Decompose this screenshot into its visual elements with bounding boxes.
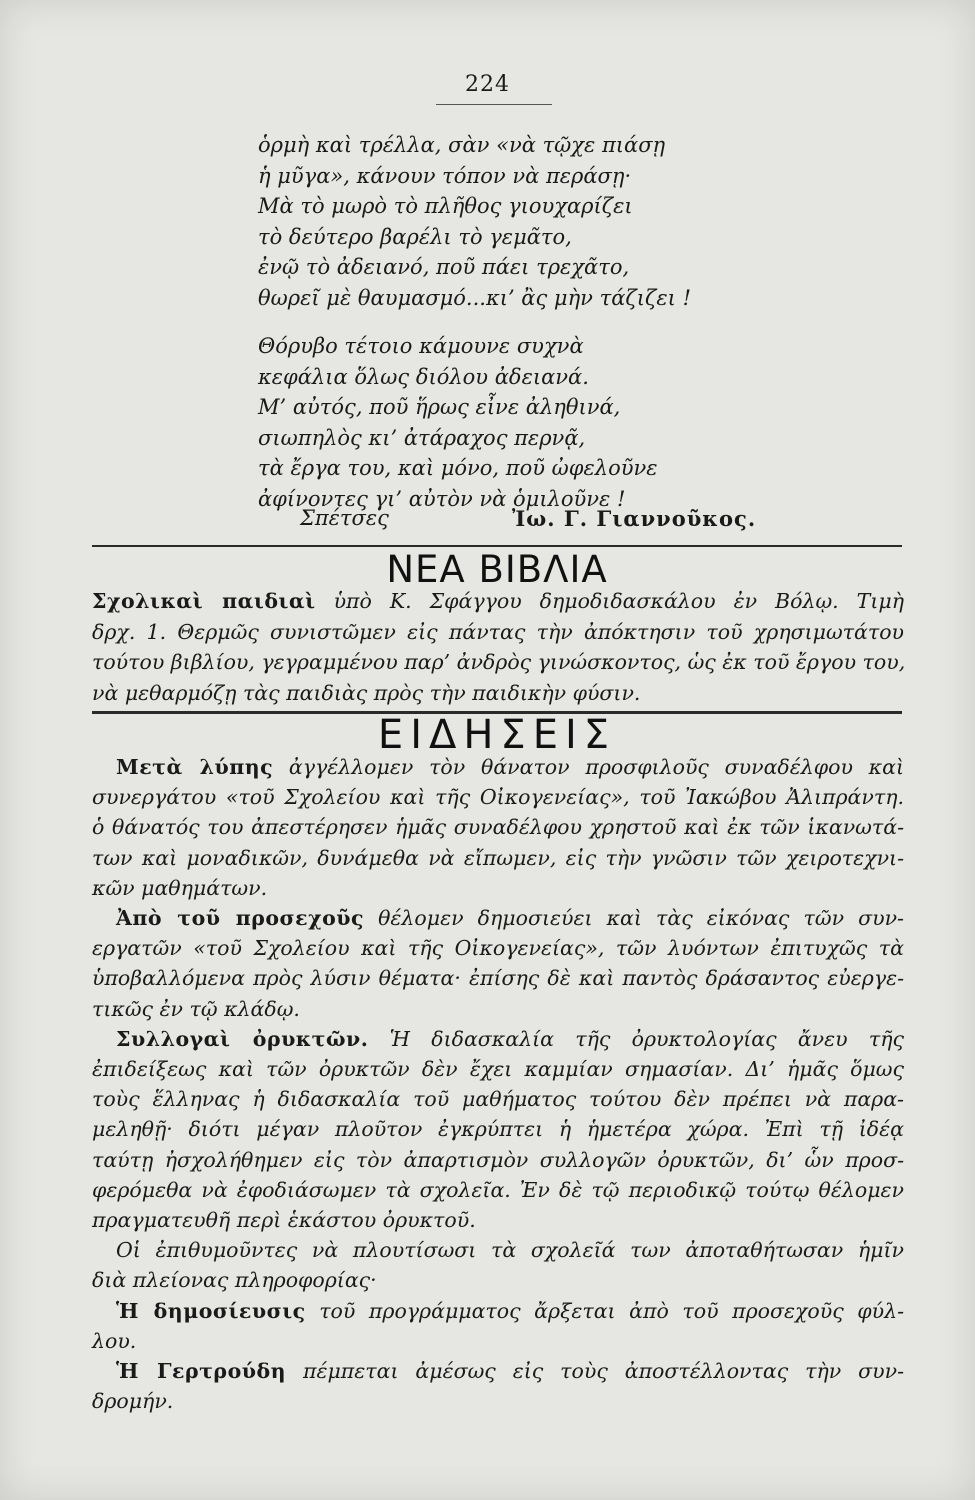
news-line: ἐπιδείξεως καὶ τῶν ὀρυκτῶν δὲν ἔχει καμμίαν σημασίαν. Δι’ ἡμᾶς ὅμως bbox=[92, 1057, 904, 1082]
news-line: των καὶ μοναδικῶν, δυνάμεθα νὰ εἴπωμεν, εἰς τὴν γνῶσιν τῶν χειροτεχνι- bbox=[92, 845, 904, 870]
news-line: μεληθῇ· διότι μέγαν πλοῦτον ἐγκρύπτει ἡ ἡμετέρα χώρα. Ἐπὶ τῇ ἰδέᾳ bbox=[92, 1117, 904, 1142]
news-heading: ΕΙΔΗΣΕΙΣ bbox=[377, 712, 617, 758]
news-lead: Ἡ δημοσίευσις bbox=[116, 1298, 306, 1323]
new-books-heading: ΝΕΑ ΒΙΒΛΙΑ bbox=[386, 548, 608, 591]
poem-line: ἡ μῦγα», κάνουν τόπον νὰ περάσῃ· bbox=[258, 163, 632, 188]
poem-line: Μ’ αὐτός, ποῦ ἥρως εἶνε ἀληθινά, bbox=[258, 395, 621, 420]
book-notice-line: τούτου βιβλίου, γεγραμμένου παρ’ ἀνδρὸς γινώσκοντος, ὡς ἐκ τοῦ ἔργου του, bbox=[92, 650, 906, 674]
news-line: Οἱ ἐπιθυμοῦντες νὰ πλουτίσωσι τὰ σχολεῖά των ἀποταθήτωσαν ἡμῖν bbox=[116, 1238, 904, 1263]
news-line: Συλλογαὶ ὀρυκτῶν. Ἡ διδασκαλία τῆς ὀρυκτολογίας ἄνευ τῆς bbox=[116, 1026, 904, 1051]
news-line: κῶν μαθημάτων. bbox=[92, 875, 268, 900]
news-line: συνεργάτου «τοῦ Σχολείου καὶ τῆς Οἰκογενείας», τοῦ Ἰακώβου Ἀλιπράντη. bbox=[92, 785, 904, 810]
news-lead: Ἀπὸ τοῦ προσεχοῦς bbox=[116, 906, 364, 931]
news-line: τικῶς ἐν τῷ κλάδῳ. bbox=[92, 996, 300, 1021]
poem-signature bbox=[300, 506, 820, 538]
news-line: διὰ πλείονας πληροφορίας· bbox=[92, 1268, 377, 1293]
news-line: πραγματευθῆ περὶ ἑκάστου ὀρυκτοῦ. bbox=[92, 1208, 476, 1233]
news-lead: Ἡ Γερτρούδη bbox=[116, 1359, 287, 1384]
news-lead: Συλλογαὶ ὀρυκτῶν. bbox=[116, 1026, 369, 1051]
news-lead: Μετὰ λύπης bbox=[116, 755, 274, 779]
book-notice-line: νὰ μεθαρμόζῃ τὰς παιδιὰς πρὸς τὴν παιδικὴν φύσιν. bbox=[92, 680, 641, 705]
news-line: τοὺς ἕλληνας ἡ διδασκαλία τοῦ μαθήματος τούτου δὲν πρέπει νὰ παρα- bbox=[92, 1087, 904, 1112]
signature-place: Σπέτσες bbox=[300, 506, 389, 530]
poem-line: τὸ δεύτερο βαρέλι τὸ γεμᾶτο, bbox=[258, 224, 572, 249]
poem-line: ὁρμὴ καὶ τρέλλα, σὰν «νὰ τῷχε πιάσῃ bbox=[258, 133, 666, 157]
poem-line: κεφάλια ὅλως διόλου ἀδειανά. bbox=[258, 364, 589, 389]
news-line: ὁ θάνατός του ἀπεστέρησεν ἡμᾶς συναδέλφου χρηστοῦ καὶ ἐκ τῶν ἱκανωτά- bbox=[92, 815, 904, 840]
news-line: εργατῶν «τοῦ Σχολείου καὶ τῆς Οἰκογενείας», τῶν λυόντων ἐπιτυχῶς τὰ bbox=[92, 936, 904, 961]
book-title: Σχολικαὶ παιδιαὶ bbox=[92, 589, 316, 613]
news-block bbox=[92, 752, 904, 1416]
poem-line: σιωπηλὸς κι’ ἀτάραχος περνᾷ, bbox=[258, 425, 586, 450]
news-line: Ἡ δημοσίευσις τοῦ προγράμματος ἄρξεται ἀπὸ τοῦ προσεχοῦς φύλ- bbox=[116, 1298, 904, 1323]
poem-line: ἐνῷ τὸ ἀδειανό, ποῦ πάει τρεχᾶτο, bbox=[258, 255, 630, 280]
news-line: Μετὰ λύπης ἀγγέλλομεν τὸν θάνατον προσφιλοῦς συναδέλφου καὶ bbox=[116, 755, 904, 779]
page-number: 224 bbox=[465, 72, 510, 97]
news-line: Ἡ Γερτρούδη πέμπεται ἀμέσως εἰς τοὺς ἀποστέλλοντας τὴν συν- bbox=[116, 1359, 904, 1384]
news-line: Ἀπὸ τοῦ προσεχοῦς θέλομεν δημοσιεύει καὶ τὰς εἰκόνας τῶν συν- bbox=[116, 906, 904, 931]
poem-stanza-1 bbox=[258, 130, 728, 314]
news-line: ὑποβαλλόμενα πρὸς λύσιν θέματα· ἐπίσης δὲ καὶ παντὸς δράσαντος εὐεργε- bbox=[92, 966, 904, 991]
poem-line: Μὰ τὸ μωρὸ τὸ πλῆθος γιουχαρίζει bbox=[258, 194, 633, 219]
news-line: λου. bbox=[92, 1328, 137, 1353]
book-notice bbox=[92, 586, 904, 708]
signature-author: Ἰω. Γ. Γιαννοῦκος. bbox=[512, 506, 757, 531]
page-number-rule bbox=[436, 104, 552, 105]
section-divider bbox=[92, 545, 902, 547]
news-line: φερόμεθα νὰ ἐφοδιάσωμεν τὰ σχολεῖα. Ἐν δὲ τῷ περιοδικῷ τούτῳ θέλομεν bbox=[92, 1177, 904, 1202]
book-notice-line: Σχολικαὶ παιδιαὶ ὑπὸ Κ. Σφάγγου δημοδιδασκάλου ἐν Βόλῳ. Τιμὴ bbox=[92, 589, 904, 613]
poem-line: Θόρυβο τέτοιο κάμουνε συχνὰ bbox=[258, 334, 584, 358]
poem-line: θωρεῖ μὲ θαυμασμό...κι’ ἂς μὴν τάζιζει ! bbox=[258, 285, 692, 310]
news-line: ταύτῃ ἠσχολήθημεν εἰς τὸν ἀπαρτισμὸν συλλογῶν ὀρυκτῶν, δι’ ὧν προσ- bbox=[92, 1147, 904, 1172]
book-notice-line: δρχ. 1. Θερμῶς συνιστῶμεν εἰς πάντας τὴν ἀπόκτησιν τοῦ χρησιμωτάτου bbox=[92, 619, 904, 644]
poem-line: ἀφίνοντες γι’ αὐτὸν νὰ ὁμιλοῦνε ! bbox=[258, 486, 626, 511]
poem-line: τὰ ἔργα του, καὶ μόνο, ποῦ ὠφελοῦνε bbox=[258, 456, 658, 481]
poem-stanza-2 bbox=[258, 331, 728, 515]
news-line: δρομήν. bbox=[92, 1389, 174, 1414]
